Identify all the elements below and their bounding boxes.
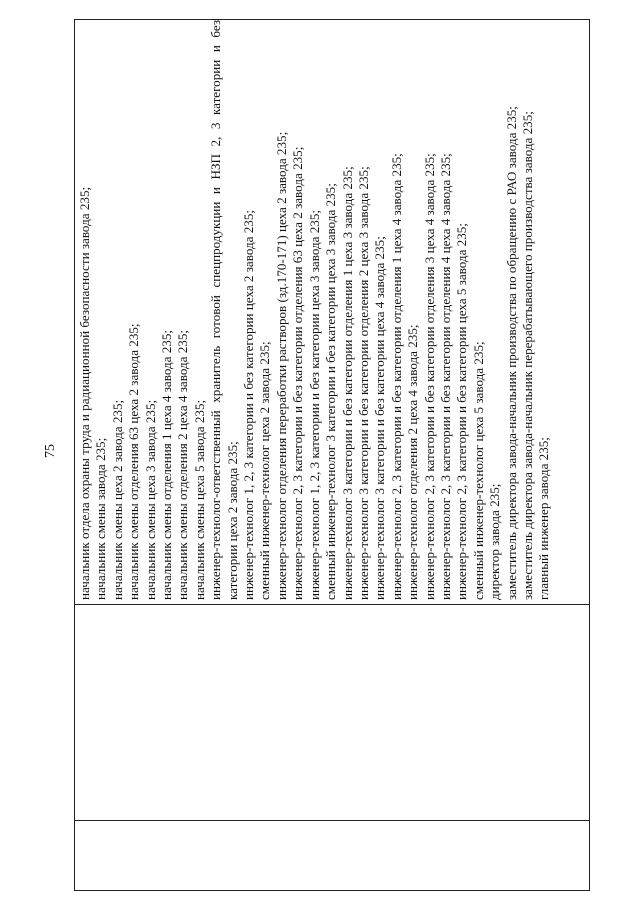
table-border-right xyxy=(589,19,590,891)
list-item: инженер-технолог 1, 2, 3 категории и без категории цеха 3 завода 235; xyxy=(306,209,322,600)
list-item: начальник смены цеха 2 завода 235; xyxy=(109,399,125,600)
job-titles-list xyxy=(76,20,588,604)
list-item: инженер-технолог 2, 3 категории и без категории отделения 3 цеха 4 завода 235; xyxy=(421,153,437,600)
list-item: инженер-технолог-ответственный хранитель готовой спецпродукции и НЗП 2, 3 категории и без категории цеха 2 завода 235; xyxy=(208,20,240,600)
list-item: начальник смены отделения 2 цеха 4 завода 235; xyxy=(175,329,191,600)
list-item: начальник смены отделения 1 цеха 4 завода 235; xyxy=(159,329,175,600)
list-item: инженер-технолог 3 категории и без категории отделения 2 цеха 3 завода 235; xyxy=(355,166,371,600)
table-border-left xyxy=(74,19,75,891)
list-item: заместитель директора завода-начальник производства по обращению с РАО завода 235; xyxy=(503,106,519,600)
table-border-bottom xyxy=(74,890,590,891)
list-item: начальник смены цеха 5 завода 235; xyxy=(191,399,207,600)
table-column-divider xyxy=(74,604,590,605)
list-item: инженер-технолог 2, 3 категории и без категории цеха 5 завода 235; xyxy=(454,223,470,600)
list-item: сменный инженер-технолог цеха 5 завода 235; xyxy=(470,341,486,600)
list-item: инженер-технолог 3 категории и без категории отделения 1 цеха 3 завода 235; xyxy=(339,166,355,600)
list-item: инженер-технолог 3 категории и без категории цеха 4 завода 235; xyxy=(372,236,388,600)
list-item: главный инженер завода 235; xyxy=(536,437,552,600)
list-item: инженер-технолог 1, 2, 3 категории и без категории цеха 2 завода 235; xyxy=(241,209,257,600)
list-item: инженер-технолог 2, 3 категории и без категории отделения 1 цеха 4 завода 235; xyxy=(388,153,404,600)
list-item: начальник смены завода 235; xyxy=(93,437,109,600)
list-item: начальник смены отделения 63 цеха 2 завода 235; xyxy=(126,323,142,600)
list-item: директор завода 235; xyxy=(487,483,503,600)
list-item: сменный инженер-технолог цеха 2 завода 235; xyxy=(257,341,273,600)
list-item: инженер-технолог отделения 2 цеха 4 завода 235; xyxy=(405,324,421,600)
list-item: инженер-технолог 2, 3 категории и без категории отделения 4 цеха 4 завода 235; xyxy=(437,153,453,600)
list-item: сменный инженер-технолог 3 категории и без категории цеха 3 завода 235; xyxy=(323,183,339,600)
list-item: начальник отдела охраны труда и радиационной безопасности завода 235; xyxy=(77,186,92,600)
list-item: инженер-технолог отделения переработки растворов (зд.170-171) цеха 2 завода 235; xyxy=(273,131,289,600)
list-item: заместитель директора завода-начальник перерабатывающего производства завода 235; xyxy=(519,111,535,600)
page-number: 75 xyxy=(43,444,58,458)
list-item: инженер-технолог 2, 3 категории и без категории отделения 63 цеха 2 завода 235; xyxy=(290,146,306,600)
list-item: начальник смены цеха 3 завода 235; xyxy=(142,399,158,600)
table-column-divider xyxy=(74,820,590,821)
